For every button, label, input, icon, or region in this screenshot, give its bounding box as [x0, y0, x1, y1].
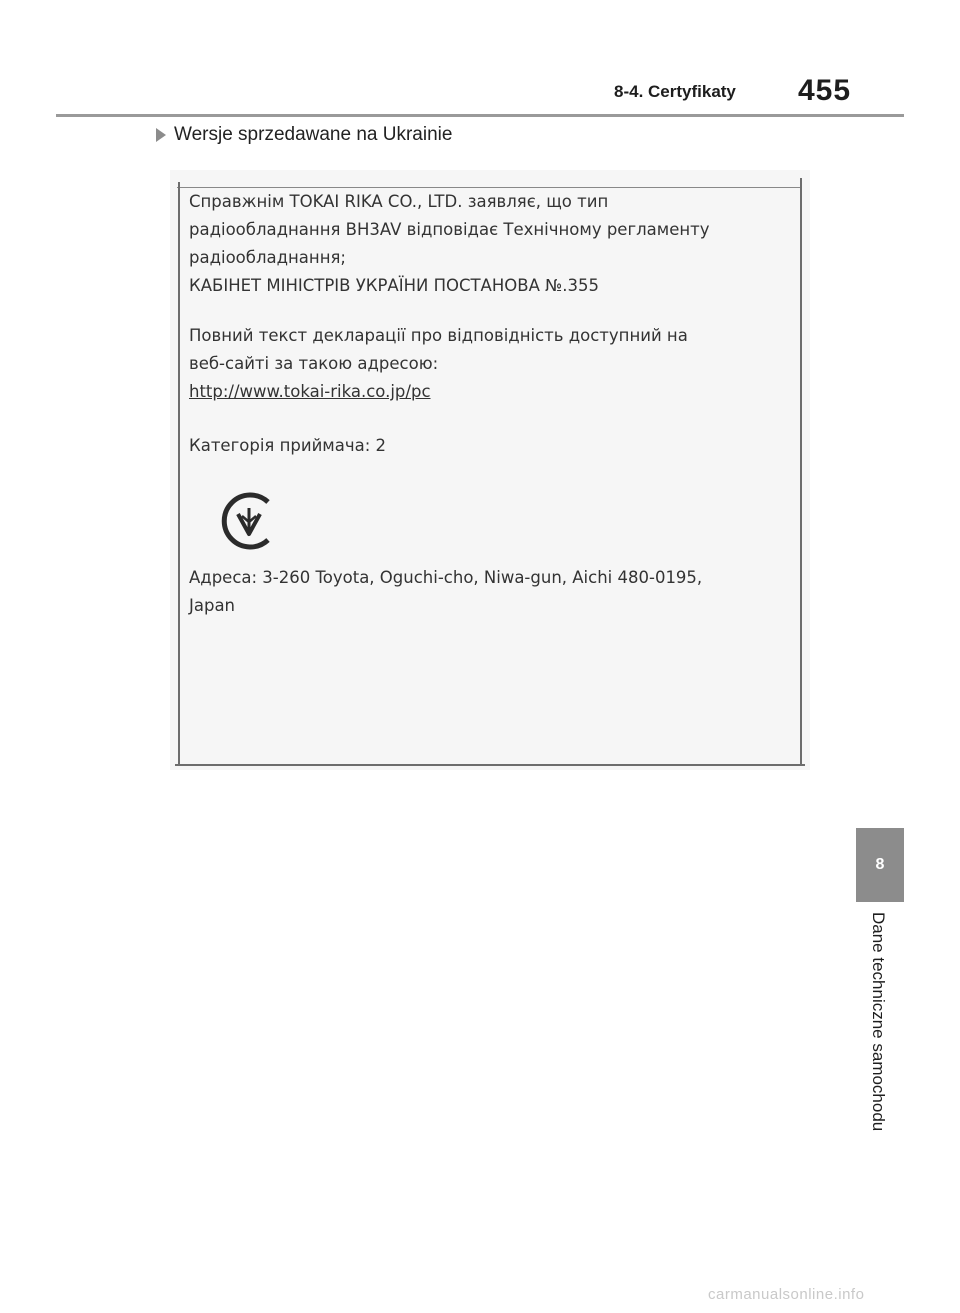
chapter-tab: [856, 828, 904, 902]
scan-border-left: [178, 182, 180, 766]
scan-border-bottom: [175, 764, 805, 766]
triangle-bullet-icon: [156, 128, 166, 142]
cert-intro-line: радіообладнання BH3AV відповідає Технічному регламенту: [189, 220, 710, 239]
certificate-scan: [170, 170, 810, 770]
cert-address-line: Адреса: 3-260 Toyota, Oguchi-cho, Niwa-gun, Aichi 480-0195,: [189, 568, 703, 587]
cert-url-link[interactable]: http://www.tokai-rika.co.jp/pc: [189, 382, 431, 401]
section-title: 8-4. Certyfikaty: [614, 82, 736, 101]
header-rule: [56, 114, 904, 117]
subheading-text: Wersje sprzedawane na Ukrainie: [174, 124, 453, 145]
chapter-title: Dane techniczne samochodu: [869, 912, 888, 1132]
certificate-text: [189, 188, 779, 620]
chapter-number: 8: [875, 856, 885, 873]
watermark: carmanualsonline.info: [708, 1286, 865, 1303]
cert-intro-line: радіообладнання;: [189, 248, 346, 267]
cert-declaration-line: Повний текст декларації про відповідність доступний на: [189, 326, 688, 345]
cert-address-line: Japan: [189, 596, 236, 615]
subheading: [156, 124, 452, 146]
ukrainian-conformity-mark-icon: [216, 488, 282, 554]
cert-intro-line: КАБІНЕТ МІНІСТРІВ УКРАЇНИ ПОСТАНОВА №.355: [189, 276, 599, 295]
cert-receiver-category: Категорія приймача: 2: [189, 436, 387, 455]
cert-declaration-line: веб-сайті за такою адресою:: [189, 354, 439, 373]
cert-intro-line: Справжнім TOKAI RIKA CO., LTD. заявляє, що тип: [189, 192, 609, 211]
page-number: 455: [798, 74, 852, 107]
scan-border-right: [800, 178, 802, 766]
